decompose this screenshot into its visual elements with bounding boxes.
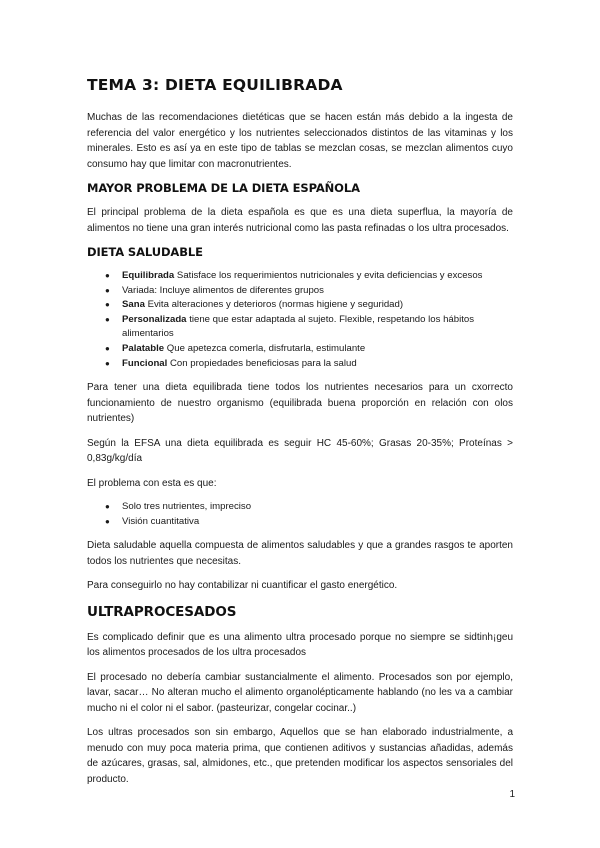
list-item: ● Variada: Incluye alimentos de diferentes grupos: [105, 284, 513, 299]
list-item: ● Sana Evita alteraciones y deterioros (normas higiene y seguridad): [105, 298, 513, 313]
list-item: ● Personalizada tiene que estar adaptada al sujeto. Flexible, respetando los hábitos alimentarios: [105, 313, 513, 342]
page-title: TEMA 3: DIETA EQUILIBRADA: [87, 76, 343, 94]
list-item: ● Equilibrada Satisface los requerimientos nutricionales y evita deficiencias y excesos: [105, 269, 513, 284]
list-item: ● Visión cuantitativa: [105, 515, 513, 530]
section-paragraph: El principal problema de la dieta española es que es una dieta superflua, la mayoría de alimentos no tiene una gran interés nutricional como las pasta refinadas o los ultra procesados.: [87, 207, 513, 234]
section-paragraph: Para tener una dieta equilibrada tiene todos los nutrientes necesarios para un cxorrecto funcionamiento de nuestro organismo (equilibrada buena proporción en relación con olos nutrientes): [87, 382, 513, 425]
list-item: ● Funcional Con propiedades beneficiosas para la salud: [105, 357, 513, 372]
section-heading-mayor-problema: MAYOR PROBLEMA DE LA DIETA ESPAÑOLA: [87, 181, 360, 195]
section-heading-dieta-saludable: DIETA SALUDABLE: [87, 245, 203, 259]
section-paragraph: Los ultras procesados son sin embargo, Aquellos que se han elaborado industrialmente, a menudo con muy poca materia prima, que contienen aditivos y sustancias añadidas, además de azúcares, grasas, sal, almidones, etc., que pretenden modificar los aspectos sensoriales del producto.: [87, 727, 513, 785]
characteristics-list: [87, 269, 513, 371]
page-number: 1: [509, 789, 515, 800]
section-heading-ultraprocesados: ULTRAPROCESADOS: [87, 603, 237, 620]
section-paragraph: Dieta saludable aquella compuesta de alimentos saludables y que a grandes rasgos te aporten todos los nutrientes que necesitas.: [87, 540, 513, 567]
section-paragraph: Es complicado definir que es una alimento ultra procesado porque no siempre se sidtinh¡geu los alimentos procesados de los ultra procesados: [87, 631, 513, 659]
list-item: ● Palatable Que apetezca comerla, disfrutarla, estimulante: [105, 342, 513, 357]
section-paragraph: El problema con esta es que:: [87, 477, 217, 489]
section-paragraph: Para conseguirlo no hay contabilizar ni cuantificar el gasto energético.: [87, 580, 398, 592]
section-paragraph: Según la EFSA una dieta equilibrada es seguir HC 45-60%; Grasas 20-35%; Proteínas > 0,83g/kg/día: [87, 437, 513, 465]
intro-paragraph: Muchas de las recomendaciones dietéticas que se hacen están más debido a la ingesta de referencia del valor energético y los nutrientes seleccionados distintos de las vitaminas y los minerales. Esto es así ya en este tipo de tablas se mezclan cosas, se mezclan alimentos cuyo consumo hay que limitar con macronutrientes.: [87, 112, 513, 170]
list-item: ● Solo tres nutrientes, impreciso: [105, 500, 513, 515]
section-paragraph: El procesado no debería cambiar sustancialmente el alimento. Procesados son por ejemplo, lavar, sacar… No alteran mucho el alimento organolépticamente hablando (no les va a cambiar mucho ni el color ni el sabor. (pasteurizar, congelar cocinar..): [87, 671, 513, 714]
problems-list: [87, 500, 513, 529]
